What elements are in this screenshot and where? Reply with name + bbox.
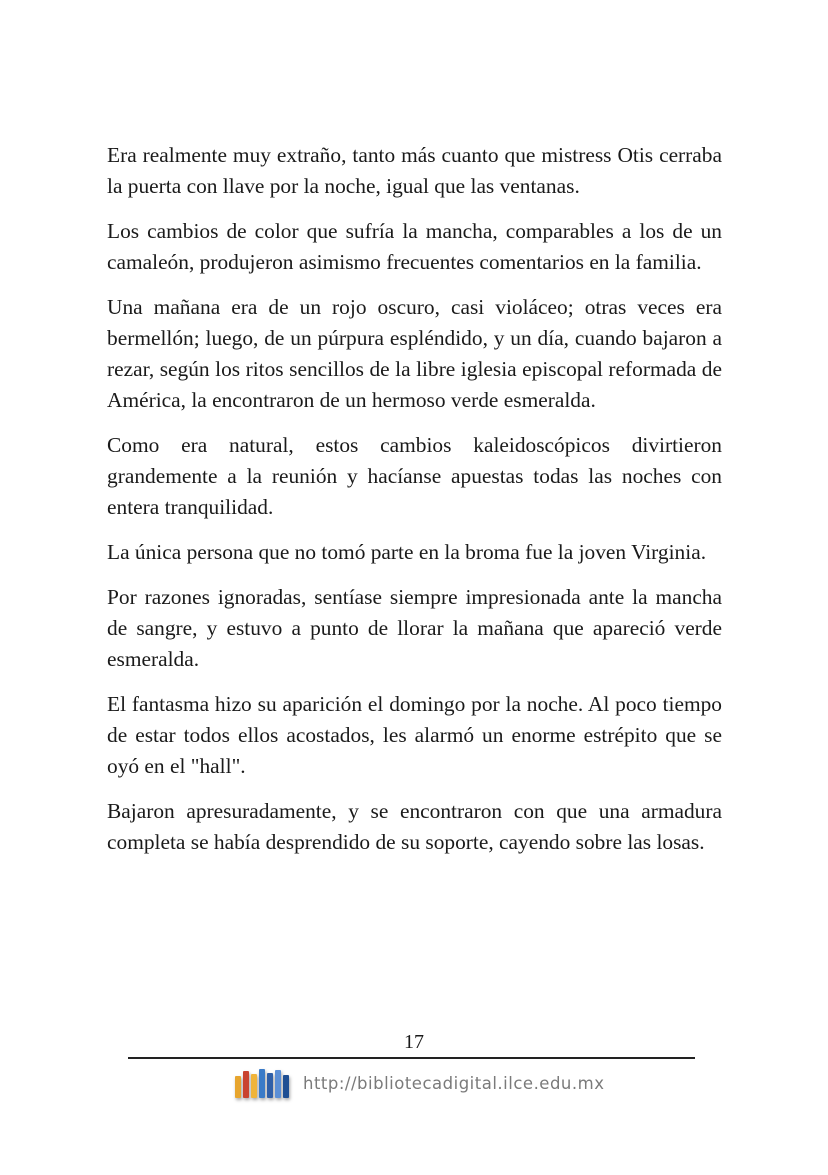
book-spine [235, 1076, 241, 1098]
footer-divider [128, 1057, 695, 1059]
book-spine [251, 1074, 257, 1098]
footer-url-link[interactable]: http://bibliotecadigital.ilce.edu.mx [303, 1073, 605, 1093]
paragraph: Los cambios de color que sufría la mancha, comparables a los de un camaleón, produjeron asimismo frecuentes comentarios en la familia. [107, 219, 722, 274]
page-number: 17 [404, 1031, 424, 1053]
paragraph: La única persona que no tomó parte en la broma fue la joven Virginia. [107, 540, 707, 564]
paragraph: Una mañana era de un rojo oscuro, casi violáceo; otras veces era bermellón; luego, de un púrpura espléndido, y un día, cuando bajaron a rezar, según los ritos sencillos de la libre iglesia episcopal reformada de América, la encontraron de un hermoso verde esmeralda. [107, 295, 722, 412]
book-spine [275, 1070, 281, 1098]
paragraph: Bajaron apresuradamente, y se encontraron con que una armadura completa se había desprendido de su soporte, cayendo sobre las losas. [107, 799, 722, 854]
page-body [107, 140, 722, 872]
paragraph: El fantasma hizo su aparición el domingo por la noche. Al poco tiempo de estar todos ellos acostados, les alarmó un enorme estrépito que se oyó en el "hall". [107, 692, 722, 778]
footer [235, 1066, 604, 1100]
book-spine [243, 1071, 249, 1098]
paragraph: Era realmente muy extraño, tanto más cuanto que mistress Otis cerraba la puerta con llave por la noche, igual que las ventanas. [107, 143, 722, 198]
paragraph: Por razones ignoradas, sentíase siempre impresionada ante la mancha de sangre, y estuvo a punto de llorar la mañana que apareció verde esmeralda. [107, 585, 722, 671]
books-logo-icon [235, 1068, 291, 1098]
book-spine [267, 1073, 273, 1098]
book-spine [259, 1069, 265, 1098]
book-spine [283, 1075, 289, 1098]
paragraph: Como era natural, estos cambios kaleidoscópicos divirtieron grandemente a la reunión y hacíanse apuestas todas las noches con entera tranquilidad. [107, 433, 722, 519]
